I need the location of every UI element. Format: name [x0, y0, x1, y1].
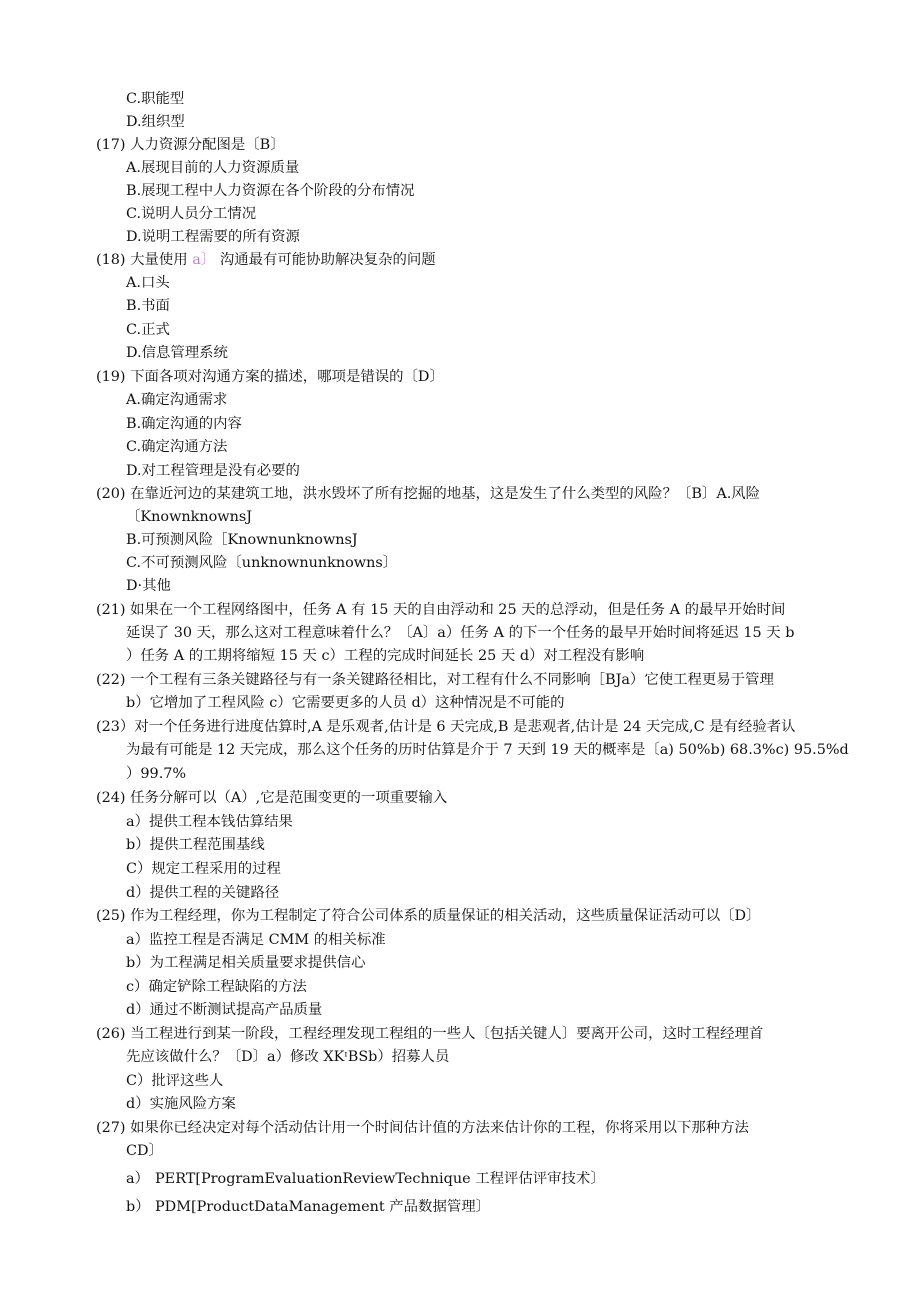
option-line: B.展现工程中人力资源在各个阶段的分布情况 [126, 183, 415, 199]
option-line: b）提供工程范围基线 [126, 837, 265, 853]
option-line: D·其他 [126, 578, 171, 594]
answer-mark: a〕 [192, 252, 216, 268]
question-21: (21) 如果在一个工程网络图中，任务 A 有 15 天的自由浮动和 25 天的总浮动，但是任务 A 的最早开始时间 [96, 602, 786, 618]
question-20-cont: 〔KnownknownsJ [126, 509, 253, 525]
option-line: C.职能型 [126, 91, 185, 107]
option-line: A.口头 [126, 275, 170, 291]
option-line: c）确定铲除工程缺陷的方法 [126, 979, 307, 995]
option-text: PDM[ProductDataManagement 产品数据管理〕 [155, 1199, 491, 1215]
question-22: (22) 一个工程有三条关键路径与有一条关键路径相比，对工程有什么不同影响［BJa）它使工程更易于管理 [96, 672, 774, 688]
option-line: C.说明人员分工情况 [126, 206, 257, 222]
question-18-end: 沟通最有可能协助解决复杂的问题 [219, 252, 436, 268]
question-23: (23）对一个任务进行进度估算时,A 是乐观者,估计是 6 天完成,B 是悲观者,估计是 24 天完成,C 是有经验者认 [96, 719, 796, 735]
option-line: D.说明工程需要的所有资源 [126, 229, 300, 245]
option-line: D.对工程管理是没有必要的 [126, 463, 300, 479]
question-23-cont: 为最有可能是 12 天完成，那么这个任务的历时估算是介于 7 天到 19 天的概率是〔a) 50%b) 68.3%c) 95.5%d [126, 742, 849, 758]
option-line: B.可预测风险［KnownunknownsJ [126, 532, 358, 548]
question-21-cont: 延误了 30 天，那么这对工程意味着什么？〔A〕a）任务 A 的下一个任务的最早开始时间将延迟 15 天 b [126, 625, 795, 641]
question-26: (26) 当工程进行到某一阶段，工程经理发现工程组的一些人〔包括关键人〕要离开公司，这时工程经理首 [96, 1026, 764, 1042]
option-line: B.确定沟通的内容 [126, 416, 242, 432]
question-24: (24) 任务分解可以（A）,它是范围变更的一项重要输入 [96, 790, 448, 806]
question-26-cont: 先应该做什么？〔D〕a）修改 XKᶦBSb）招募人员 [126, 1049, 450, 1065]
question-27: (27) 如果你已经决定对每个活动估计用一个时间估计值的方法来估计你的工程，你将采用以下那种方法 [96, 1120, 749, 1136]
option-line: d）实施风险方案 [126, 1096, 236, 1112]
question-22-cont: b）它增加了工程风险 c）它需要更多的人员 d）这种情况是不可能的 [126, 695, 565, 711]
question-18 [96, 250, 436, 270]
question-23-cont: ）99.7% [126, 766, 187, 782]
question-19: (19) 下面各项对沟通方案的描述，哪项是错误的〔D〕 [96, 369, 444, 385]
option-line: d）提供工程的关键路径 [126, 885, 280, 901]
option-line: C.正式 [126, 322, 170, 338]
option-line: b）为工程满足相关质量要求提供信心 [126, 955, 366, 971]
option-line: B.书面 [126, 298, 170, 314]
option-line: a）监控工程是否满足 CMM 的相关标准 [126, 932, 386, 948]
question-21-cont: ）任务 A 的工期将缩短 15 天 c）工程的完成时间延长 25 天 d）对工程没有影响 [126, 648, 645, 664]
question-25: (25) 作为工程经理，你为工程制定了符合公司体系的质量保证的相关活动，这些质量保证活动可以〔D〕 [96, 908, 761, 924]
option-text: PERT[ProgramEvaluationReviewTechnique 工程评估评审技术〕 [155, 1171, 605, 1187]
option-line: C）批评这些人 [126, 1073, 224, 1089]
question-20: (20) 在靠近河边的某建筑工地，洪水毁坏了所有挖掘的地基，这是发生了什么类型的风险？〔B〕A.风险 [96, 486, 761, 502]
option-line: D.信息管理系统 [126, 345, 228, 361]
option-line: A.展现目前的人力资源质量 [126, 160, 300, 176]
option-line: C.不可预测风险〔unknownunknowns〕 [126, 555, 398, 571]
option-line: C）规定工程采用的过程 [126, 861, 281, 877]
question-27-cont: CD〕 [126, 1143, 163, 1159]
option-marker: b） [126, 1199, 150, 1215]
question-17: (17) 人力资源分配图是〔B〕 [96, 137, 285, 153]
question-18-start: (18) 大量使用 [96, 252, 188, 268]
option-line: D.组织型 [126, 114, 185, 130]
option-line: d）通过不断测试提高产品质量 [126, 1002, 323, 1018]
option-line: C.确定沟通方法 [126, 439, 228, 455]
option-line: A.确定沟通需求 [126, 392, 228, 408]
option-marker: a） [126, 1171, 149, 1187]
option-line: a）提供工程本钱估算结果 [126, 814, 293, 830]
